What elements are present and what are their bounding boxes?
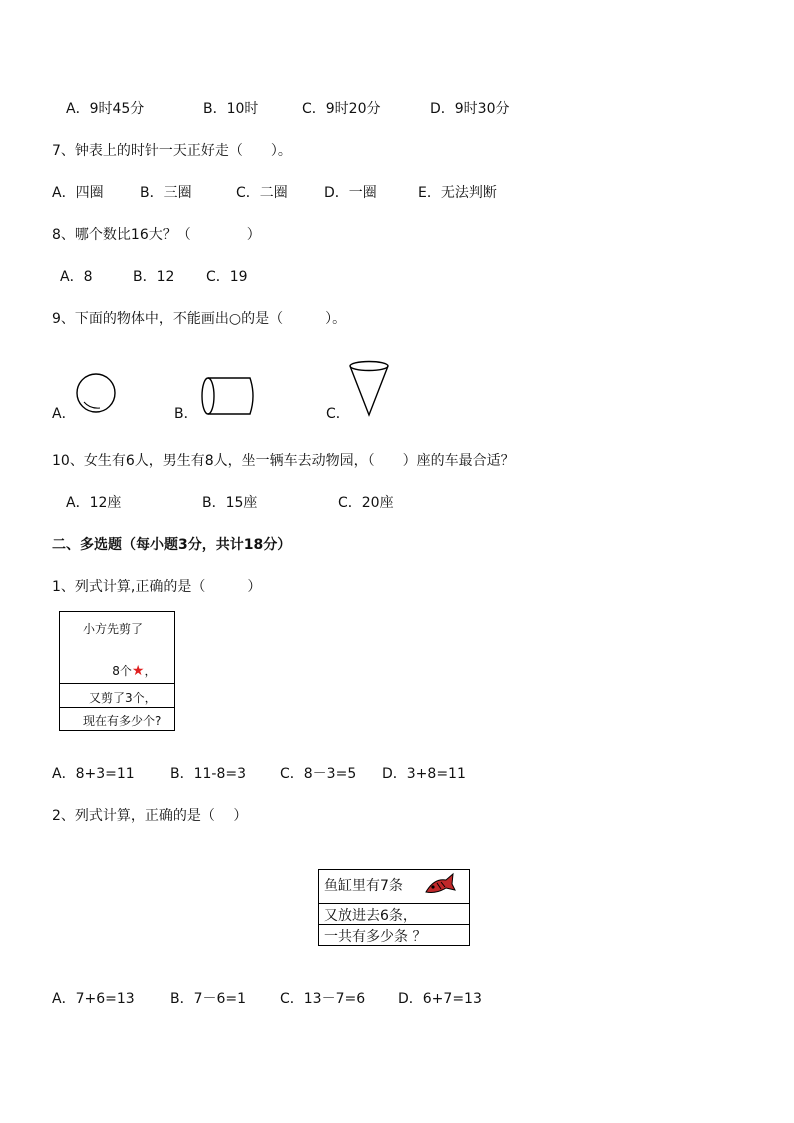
mq1-option-c: C．8－3=5 — [280, 766, 357, 782]
mq1-option-a: A．8+3=11 — [52, 766, 135, 782]
mq1-box-line2 — [97, 648, 156, 693]
mq2-box-divider-2 — [319, 924, 469, 925]
q9-option-c: C． — [326, 406, 350, 422]
q6-option-a: A．9时45分 — [66, 101, 145, 117]
q9-option-b: B． — [174, 406, 198, 422]
mq1-option-b: B．11-8=3 — [170, 766, 247, 782]
q10-option-a: A．12座 — [66, 495, 122, 511]
mq2-box-line1: 鱼缸里有7条 — [324, 878, 403, 894]
mq1-box-divider-1 — [60, 683, 174, 684]
q6-option-b: B．10时 — [203, 101, 259, 117]
mq2-box-line2: 又放进去6条， — [324, 908, 417, 924]
mq2-box-divider-1 — [319, 903, 469, 904]
q8-option-b: B．12 — [133, 269, 175, 285]
sphere-figure — [74, 372, 118, 416]
mq1-box-divider-2 — [60, 707, 174, 708]
q7-option-a: A．四圈 — [52, 185, 104, 201]
q8-option-c: C．19 — [206, 269, 248, 285]
mq1-box-line4: 现在有多少个? — [83, 714, 162, 728]
section-2-heading: 二、多选题（每小题3分，共计18分） — [52, 537, 292, 553]
star-icon: ★ — [131, 663, 145, 679]
q6-option-d: D．9时30分 — [430, 101, 510, 117]
fish-icon — [422, 872, 456, 898]
q7-option-d: D．一圈 — [324, 185, 377, 201]
mq1-word-problem-box — [59, 611, 175, 731]
mq1-box-line3: 又剪了3个， — [89, 691, 157, 705]
mq2-box-line3: 一共有多少条 ？ — [324, 929, 427, 945]
q6-option-c: C．9时20分 — [302, 101, 381, 117]
mq1-option-d: D．3+8=11 — [382, 766, 466, 782]
mq1-box-line2-text: 8个 — [112, 664, 132, 678]
mq2-question: 2、列式计算，正确的是（ ） — [52, 808, 248, 824]
cone-figure — [346, 360, 392, 418]
mq1-box-line1: 小方先剪了 — [83, 622, 144, 636]
mq2-option-a: A．7+6=13 — [52, 991, 135, 1007]
mq2-option-b: B．7－6=1 — [170, 991, 247, 1007]
q7-option-e: E．无法判断 — [418, 185, 497, 201]
q8-option-a: A．8 — [60, 269, 93, 285]
q10-option-c: C．20座 — [338, 495, 394, 511]
mq2-option-c: C．13－7=6 — [280, 991, 366, 1007]
cylinder-figure — [200, 375, 258, 417]
mq2-word-problem-box — [318, 869, 470, 946]
q10-question: 10、女生有6人，男生有8人，坐一辆车去动物园，（ ）座的车最合适？ — [52, 453, 515, 469]
q8-question: 8、哪个数比16大？（ ） — [52, 227, 261, 243]
q7-question: 7、钟表上的时针一天正好走（ ）。 — [52, 143, 292, 159]
mq1-question: 1、列式计算,正确的是（ ） — [52, 579, 262, 595]
mq1-box-line2-suffix: ， — [144, 664, 157, 678]
q9-option-a: A． — [52, 406, 76, 422]
q10-option-b: B．15座 — [202, 495, 258, 511]
q7-option-c: C．二圈 — [236, 185, 288, 201]
q9-question: 9、下面的物体中，不能画出○的是（ ）。 — [52, 311, 347, 327]
mq2-option-d: D．6+7=13 — [398, 991, 482, 1007]
q7-option-b: B．三圈 — [140, 185, 192, 201]
